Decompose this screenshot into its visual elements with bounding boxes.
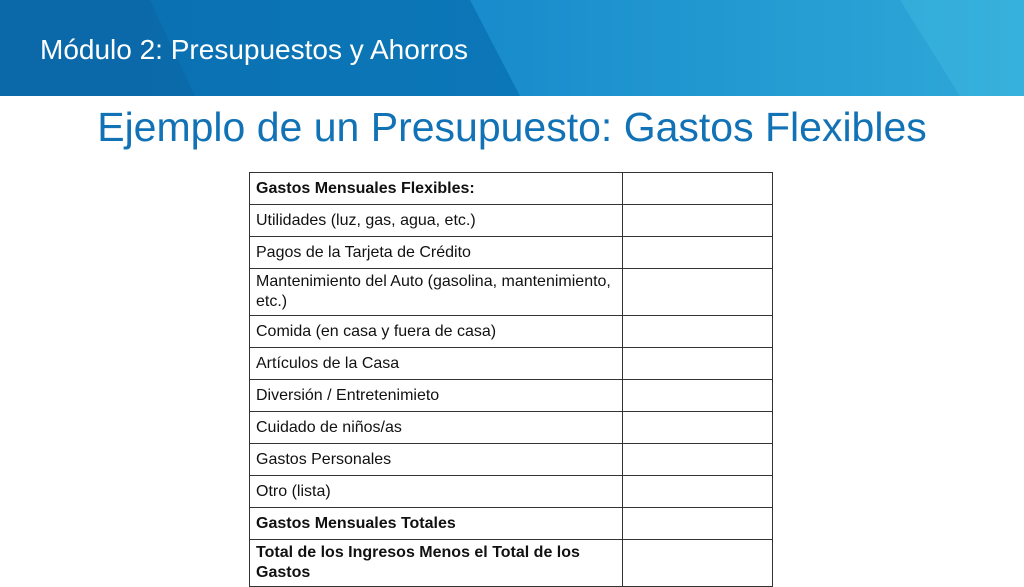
table-row [250, 316, 773, 348]
module-title: Módulo 2: Presupuestos y Ahorros [40, 34, 469, 65]
row-value-cell [623, 205, 773, 237]
row-value-cell [623, 444, 773, 476]
row-label: Mantenimiento del Auto (gasolina, mantenimiento, etc.) [250, 269, 623, 316]
row-label: Diversión / Entretenimieto [250, 380, 623, 412]
row-label: Gastos Mensuales Flexibles: [250, 173, 623, 205]
row-value-cell [623, 412, 773, 444]
row-value-cell [623, 476, 773, 508]
table-row [250, 444, 773, 476]
row-value-cell [623, 173, 773, 205]
row-value-cell [623, 508, 773, 540]
row-label: Gastos Mensuales Totales [250, 508, 623, 540]
row-label: Gastos Personales [250, 444, 623, 476]
row-value-cell [623, 269, 773, 316]
row-label: Cuidado de niños/as [250, 412, 623, 444]
table-row [250, 540, 773, 587]
table-row [250, 508, 773, 540]
row-label: Pagos de la Tarjeta de Crédito [250, 237, 623, 269]
row-label: Otro (lista) [250, 476, 623, 508]
row-label: Utilidades (luz, gas, agua, etc.) [250, 205, 623, 237]
table-row [250, 476, 773, 508]
row-value-cell [623, 540, 773, 587]
header-banner [0, 0, 1024, 96]
row-label: Total de los Ingresos Menos el Total de los Gastos [250, 540, 623, 587]
slide-title: Ejemplo de un Presupuesto: Gastos Flexibles [97, 104, 927, 150]
row-value-cell [623, 237, 773, 269]
budget-table [249, 172, 773, 587]
table-row [250, 380, 773, 412]
row-value-cell [623, 316, 773, 348]
table-row [250, 269, 773, 316]
table-row [250, 205, 773, 237]
row-value-cell [623, 380, 773, 412]
row-label: Artículos de la Casa [250, 348, 623, 380]
table-row [250, 412, 773, 444]
table-row [250, 173, 773, 205]
row-value-cell [623, 348, 773, 380]
table-row [250, 348, 773, 380]
table-row [250, 237, 773, 269]
row-label: Comida (en casa y fuera de casa) [250, 316, 623, 348]
